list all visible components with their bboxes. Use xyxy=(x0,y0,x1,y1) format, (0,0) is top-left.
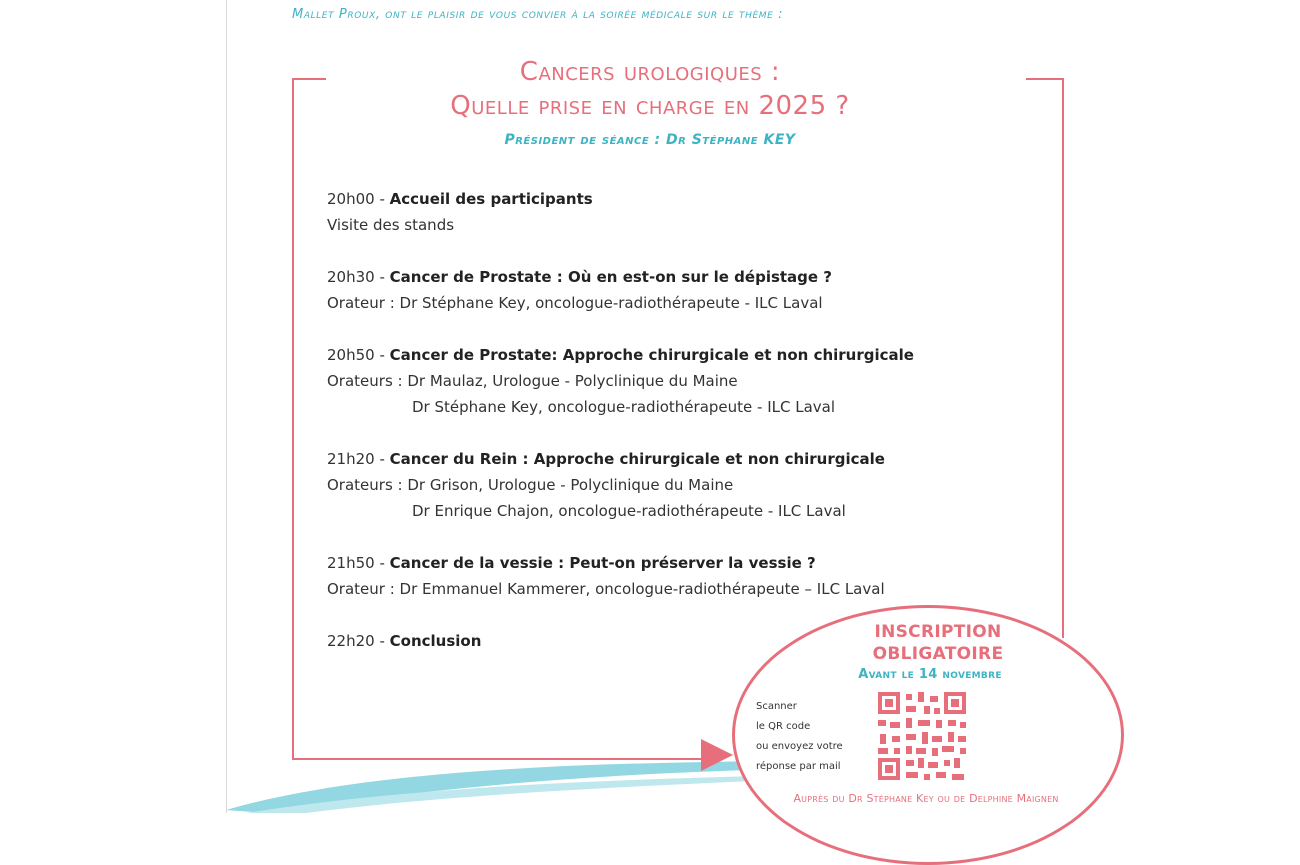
program-time: 20h30 xyxy=(327,268,375,286)
program-speaker: Orateur : Dr Stéphane Key, oncologue-radiothérapeute - ILC Laval xyxy=(327,294,823,312)
frame-right-edge xyxy=(1062,78,1064,638)
program-item: 21h50 - Cancer de la vessie : Peut-on préserver la vessie ? Orateur : Dr Emmanuel Kammerer, oncologue-radiothérapeute – ILC Laval xyxy=(327,550,914,602)
registration-title-line1: INSCRIPTION xyxy=(874,622,1002,642)
scan-instructions xyxy=(756,697,874,777)
program-topic: Cancer de la vessie : Peut-on préserver la vessie ? xyxy=(389,554,816,572)
program-speaker-secondary: Dr Enrique Chajon, oncologue-radiothérapeute - ILC Laval xyxy=(412,502,846,520)
program-topic: Cancer de Prostate: Approche chirurgicale et non chirurgicale xyxy=(389,346,914,364)
scan-line: le QR code xyxy=(756,721,811,732)
event-title-line1: Cancers urologiques : xyxy=(519,57,781,87)
registration-title-line2: OBLIGATOIRE xyxy=(872,644,1004,664)
program-topic: Cancer de Prostate : Où en est-on sur le dépistage ? xyxy=(389,268,833,286)
intro-text: Mallet Proux, ont le plaisir de vous convier à la soirée médicale sur le thème : xyxy=(292,7,784,22)
registration-deadline: Avant le 14 novembre xyxy=(858,667,1002,682)
registration-contact: Auprès du Dr Stéphane Key ou de Delphine Maignen xyxy=(793,792,1059,805)
program-speaker: Orateur : Dr Emmanuel Kammerer, oncologue-radiothérapeute – ILC Laval xyxy=(327,580,885,598)
program-topic: Conclusion xyxy=(389,632,482,650)
session-president: Président de séance : Dr Stéphane KEY xyxy=(504,132,796,148)
program-topic: Accueil des participants xyxy=(389,190,593,208)
program-time: 20h00 xyxy=(327,190,375,208)
program-time: 21h20 xyxy=(327,450,375,468)
scan-line: ou envoyez votre xyxy=(756,741,843,752)
program-speaker: Orateurs : Dr Maulaz, Urologue - Polyclinique du Maine xyxy=(327,372,738,390)
program-item: 20h50 - Cancer de Prostate: Approche chirurgicale et non chirurgicale Orateurs : Dr Maulaz, Urologue - Polyclinique du Maine Dr Stéphane Key, oncologue-radiothérapeute - ILC Laval xyxy=(327,342,914,420)
program-time: 20h50 xyxy=(327,346,375,364)
program-list xyxy=(327,186,914,680)
frame-left-edge xyxy=(292,78,294,760)
program-topic: Cancer du Rein : Approche chirurgicale et non chirurgicale xyxy=(389,450,885,468)
event-title-line2: Quelle prise en charge en 2025 ? xyxy=(450,91,850,121)
arrow-right-icon xyxy=(697,735,737,775)
program-time: 21h50 xyxy=(327,554,375,572)
program-item: 20h30 - Cancer de Prostate : Où en est-on sur le dépistage ? Orateur : Dr Stéphane Key, oncologue-radiothérapeute - ILC Laval xyxy=(327,264,914,316)
program-item: 20h00 - Accueil des participants Visite des stands xyxy=(327,186,914,238)
program-detail: Visite des stands xyxy=(327,216,455,234)
program-item: 21h20 - Cancer du Rein : Approche chirurgicale et non chirurgicale Orateurs : Dr Grison, Urologue - Polyclinique du Maine Dr Enrique Chajon, oncologue-radiothérapeute - ILC Laval xyxy=(327,446,914,524)
program-item: 22h20 - Conclusion xyxy=(327,632,482,650)
program-speaker: Orateurs : Dr Grison, Urologue - Polyclinique du Maine xyxy=(327,476,734,494)
program-speaker-secondary: Dr Stéphane Key, oncologue-radiothérapeute - ILC Laval xyxy=(412,398,836,416)
qr-code-icon[interactable] xyxy=(876,690,968,782)
program-time: 22h20 xyxy=(327,632,375,650)
scan-line: Scanner xyxy=(756,701,797,712)
scan-line: réponse par mail xyxy=(756,761,841,772)
